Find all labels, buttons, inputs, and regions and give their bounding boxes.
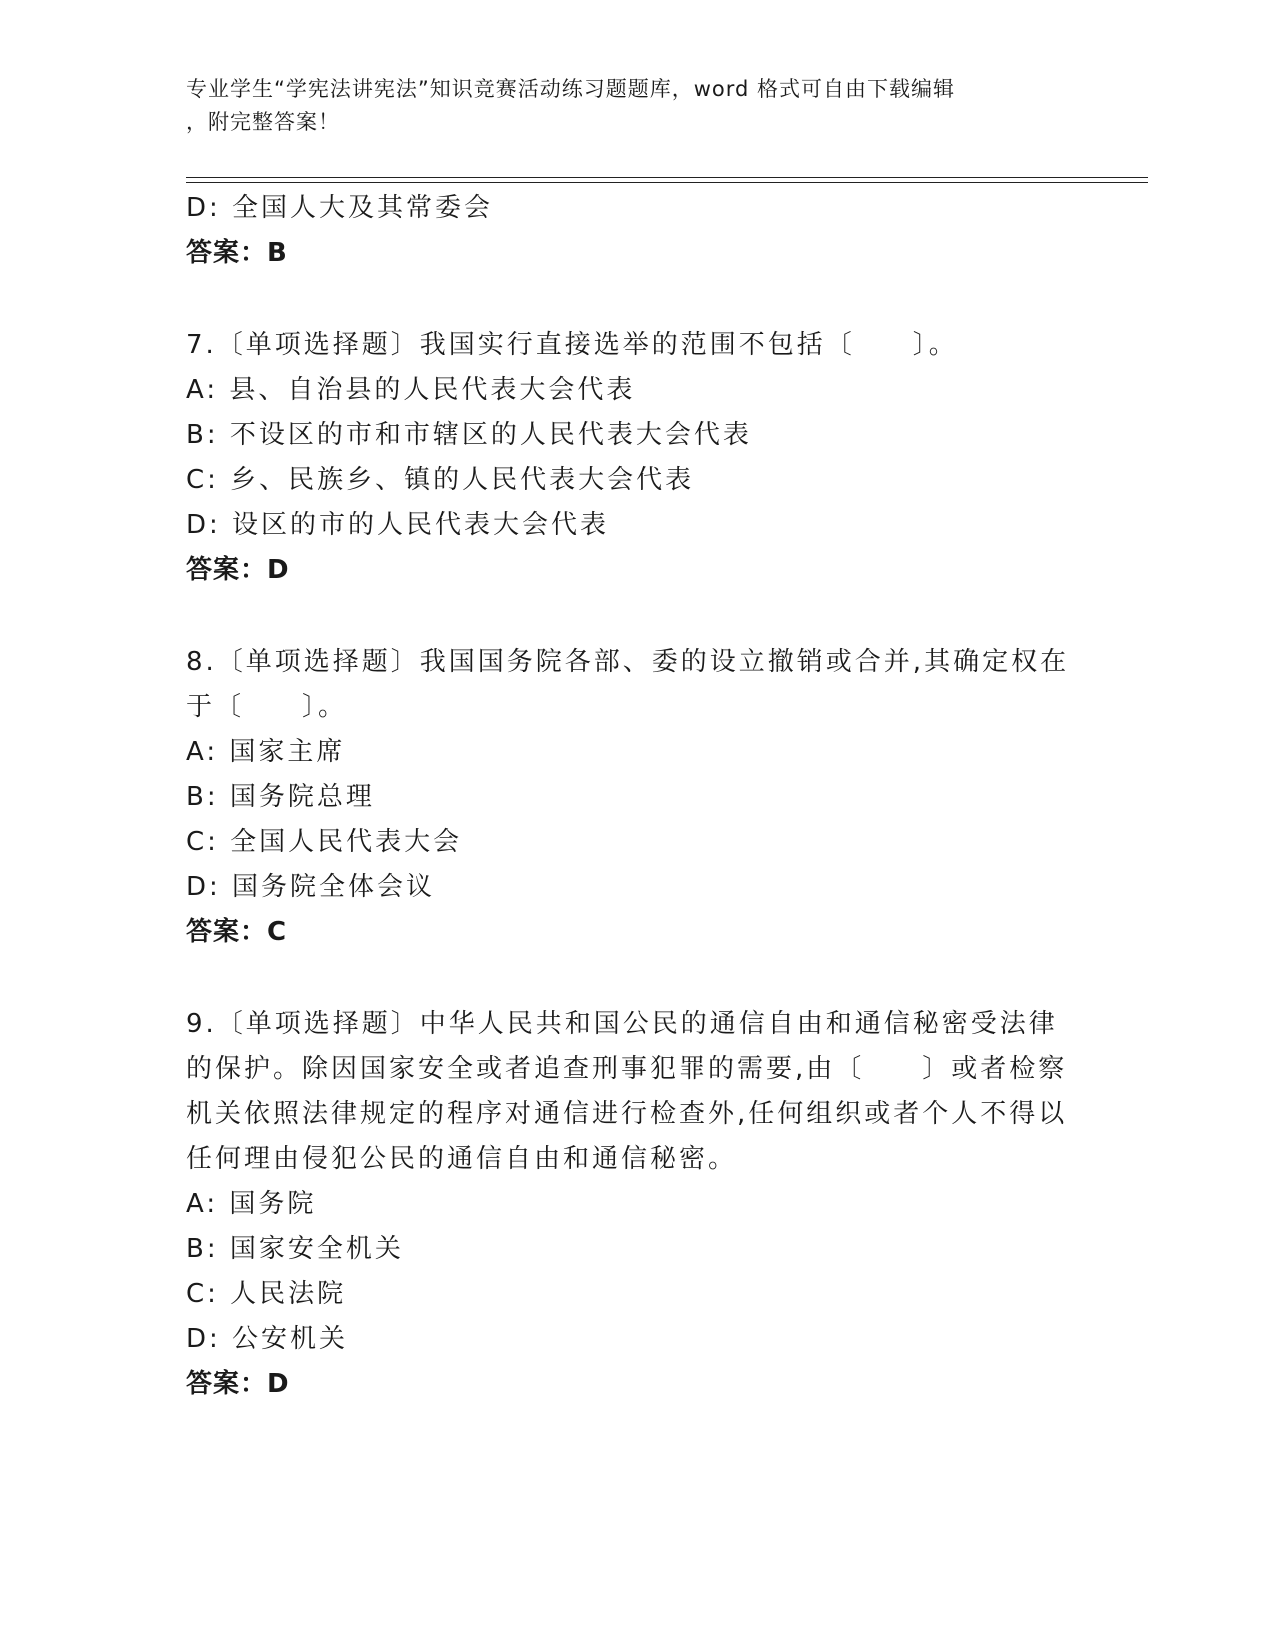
header-line-2: ，附完整答案！ xyxy=(186,110,340,134)
prev-answer: 答案：B xyxy=(186,238,288,268)
question-9 xyxy=(186,1002,1086,1407)
option-d: D: 国务院全体会议 xyxy=(186,872,436,902)
answer: 答案：C xyxy=(186,917,288,947)
option-a: A: 国家主席 xyxy=(186,737,346,767)
question-stem: 任何理由侵犯公民的通信自由和通信秘密。 xyxy=(186,1144,738,1174)
option-b: B: 国务院总理 xyxy=(186,782,375,812)
option-c: C: 乡、民族乡、镇的人民代表大会代表 xyxy=(186,465,695,495)
option-b: B: 国家安全机关 xyxy=(186,1234,404,1264)
answer: 答案：D xyxy=(186,1369,290,1399)
question-stem: 的保护。除因国家安全或者追查刑事犯罪的需要,由〔 〕或者检察 xyxy=(186,1054,1068,1084)
header-rule-top xyxy=(186,177,1148,178)
question-stem: 7.〔单项选择题〕我国实行直接选举的范围不包括〔 〕。 xyxy=(186,330,958,360)
question-stem: 9.〔单项选择题〕中华人民共和国公民的通信自由和通信秘密受法律 xyxy=(186,1009,1058,1039)
option-a: A: 国务院 xyxy=(186,1189,317,1219)
question-7 xyxy=(186,323,1086,593)
header-line-1: 专业学生“学宪法讲宪法”知识竞赛活动练习题题库，word 格式可自由下载编辑 xyxy=(186,77,956,101)
option-a: A: 县、自治县的人民代表大会代表 xyxy=(186,375,636,405)
question-stem: 于〔 〕。 xyxy=(186,692,348,722)
header-rule-bottom xyxy=(186,182,1148,183)
option-c: C: 全国人民代表大会 xyxy=(186,827,463,857)
question-stem: 机关依照法律规定的程序对通信进行检查外,任何组织或者个人不得以 xyxy=(186,1099,1068,1129)
prev-option-d: D: 全国人大及其常委会 xyxy=(186,193,494,223)
document-header xyxy=(186,73,1086,139)
option-d: D: 设区的市的人民代表大会代表 xyxy=(186,510,610,540)
option-c: C: 人民法院 xyxy=(186,1279,347,1309)
answer: 答案：D xyxy=(186,555,290,585)
question-stem: 8.〔单项选择题〕我国国务院各部、委的设立撤销或合并,其确定权在 xyxy=(186,647,1070,677)
option-b: B: 不设区的市和市辖区的人民代表大会代表 xyxy=(186,420,752,450)
option-d: D: 公安机关 xyxy=(186,1324,349,1354)
question-list xyxy=(186,186,1086,1407)
question-8 xyxy=(186,640,1086,955)
